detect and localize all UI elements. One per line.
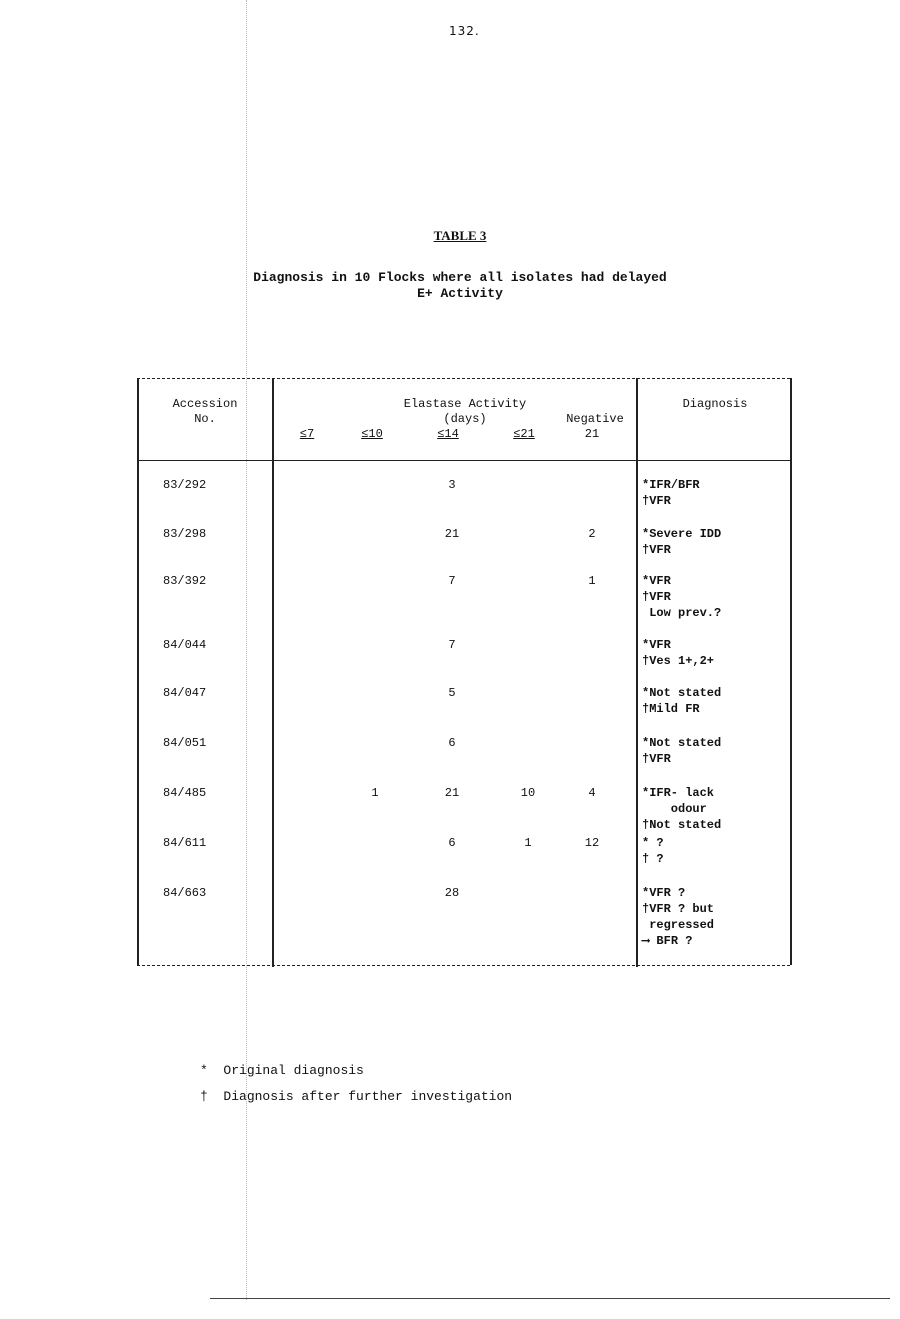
column-separator-1	[272, 378, 274, 967]
diagnosis-line: Low prev.?	[642, 606, 722, 620]
count-le14: 5	[448, 686, 456, 700]
caption-line-2: E+ Activity	[417, 286, 503, 301]
diagnosis-line: †VFR	[642, 752, 671, 766]
diagnosis-line: *VFR ?	[642, 886, 686, 900]
accession-number: 84/047	[163, 686, 207, 700]
diagnosis-line: *Severe IDD	[642, 527, 722, 541]
caption-line-1: Diagnosis in 10 Flocks where all isolates had delayed	[253, 270, 667, 285]
table-caption	[0, 270, 900, 302]
header-rule	[137, 460, 790, 461]
diagnosis-line: †VFR ? but	[642, 902, 715, 916]
diagnosis-line: †VFR	[642, 543, 671, 557]
header-elastase: Elastase Activity (days)	[403, 397, 527, 426]
footnote-original: * Original diagnosis	[200, 1063, 364, 1078]
diagnosis-line: †Mild FR	[642, 702, 700, 716]
diagnosis-line: regressed	[642, 918, 715, 932]
count-le14: 21	[444, 527, 460, 541]
accession-number: 83/292	[163, 478, 207, 492]
diagnosis-line: †Ves 1+,2+	[642, 654, 715, 668]
count-le10: 1	[371, 786, 379, 800]
header-neg21: 21	[584, 427, 600, 441]
table-bottom-rule	[137, 965, 790, 966]
header-negative: Negative	[566, 412, 624, 426]
page-number: 132.	[449, 24, 480, 38]
diagnosis-line: * ?	[642, 836, 664, 850]
column-separator-2	[636, 378, 638, 967]
count-neg21: 4	[588, 786, 596, 800]
header-le10: ≤10	[361, 427, 383, 441]
accession-number: 83/298	[163, 527, 207, 541]
diagnosis-line: *Not stated	[642, 736, 722, 750]
count-le14: 21	[444, 786, 460, 800]
count-le14: 6	[448, 736, 456, 750]
count-le14: 7	[448, 574, 456, 588]
diagnosis-cell	[642, 835, 787, 867]
diagnosis-line: †Not stated	[642, 818, 722, 832]
count-le14: 6	[448, 836, 456, 850]
header-accession: Accession No.	[172, 397, 238, 426]
diagnosis-line: †VFR	[642, 590, 671, 604]
header-diagnosis: Diagnosis	[682, 397, 748, 411]
diagnosis-cell	[642, 685, 787, 717]
count-neg21: 2	[588, 527, 596, 541]
count-le21: 1	[524, 836, 532, 850]
page-bottom-rule	[210, 1298, 890, 1299]
count-le14: 28	[444, 886, 460, 900]
header-le14: ≤14	[437, 427, 459, 441]
count-le14: 3	[448, 478, 456, 492]
footnote-further: † Diagnosis after further investigation	[200, 1089, 513, 1104]
diagnosis-cell	[642, 526, 787, 558]
header-le21: ≤21	[513, 427, 535, 441]
count-neg21: 12	[584, 836, 600, 850]
diagnosis-line: ⟶ BFR ?	[642, 934, 693, 948]
count-neg21: 1	[588, 574, 596, 588]
diagnosis-cell	[642, 735, 787, 767]
accession-number: 84/611	[163, 836, 207, 850]
diagnosis-line: †VFR	[642, 494, 671, 508]
diagnosis-line: *VFR	[642, 638, 671, 652]
diagnosis-line: *IFR/BFR	[642, 478, 700, 492]
count-le21: 10	[520, 786, 536, 800]
accession-number: 83/392	[163, 574, 207, 588]
diagnosis-cell	[642, 477, 787, 509]
accession-number: 84/485	[163, 786, 207, 800]
accession-number: 84/051	[163, 736, 207, 750]
diagnosis-cell	[642, 785, 787, 833]
accession-number: 84/663	[163, 886, 207, 900]
table-title: TABLE 3	[433, 228, 487, 243]
diagnosis-cell	[642, 885, 787, 949]
data-table	[137, 378, 792, 965]
header-le7: ≤7	[299, 427, 315, 441]
count-le14: 7	[448, 638, 456, 652]
accession-number: 84/044	[163, 638, 207, 652]
diagnosis-cell	[642, 637, 787, 669]
table-top-rule	[137, 378, 790, 379]
diagnosis-line: odour	[642, 802, 707, 816]
diagnosis-line: *VFR	[642, 574, 671, 588]
diagnosis-line: *Not stated	[642, 686, 722, 700]
diagnosis-line: † ?	[642, 852, 664, 866]
diagnosis-line: *IFR- lack	[642, 786, 715, 800]
diagnosis-cell	[642, 573, 787, 621]
